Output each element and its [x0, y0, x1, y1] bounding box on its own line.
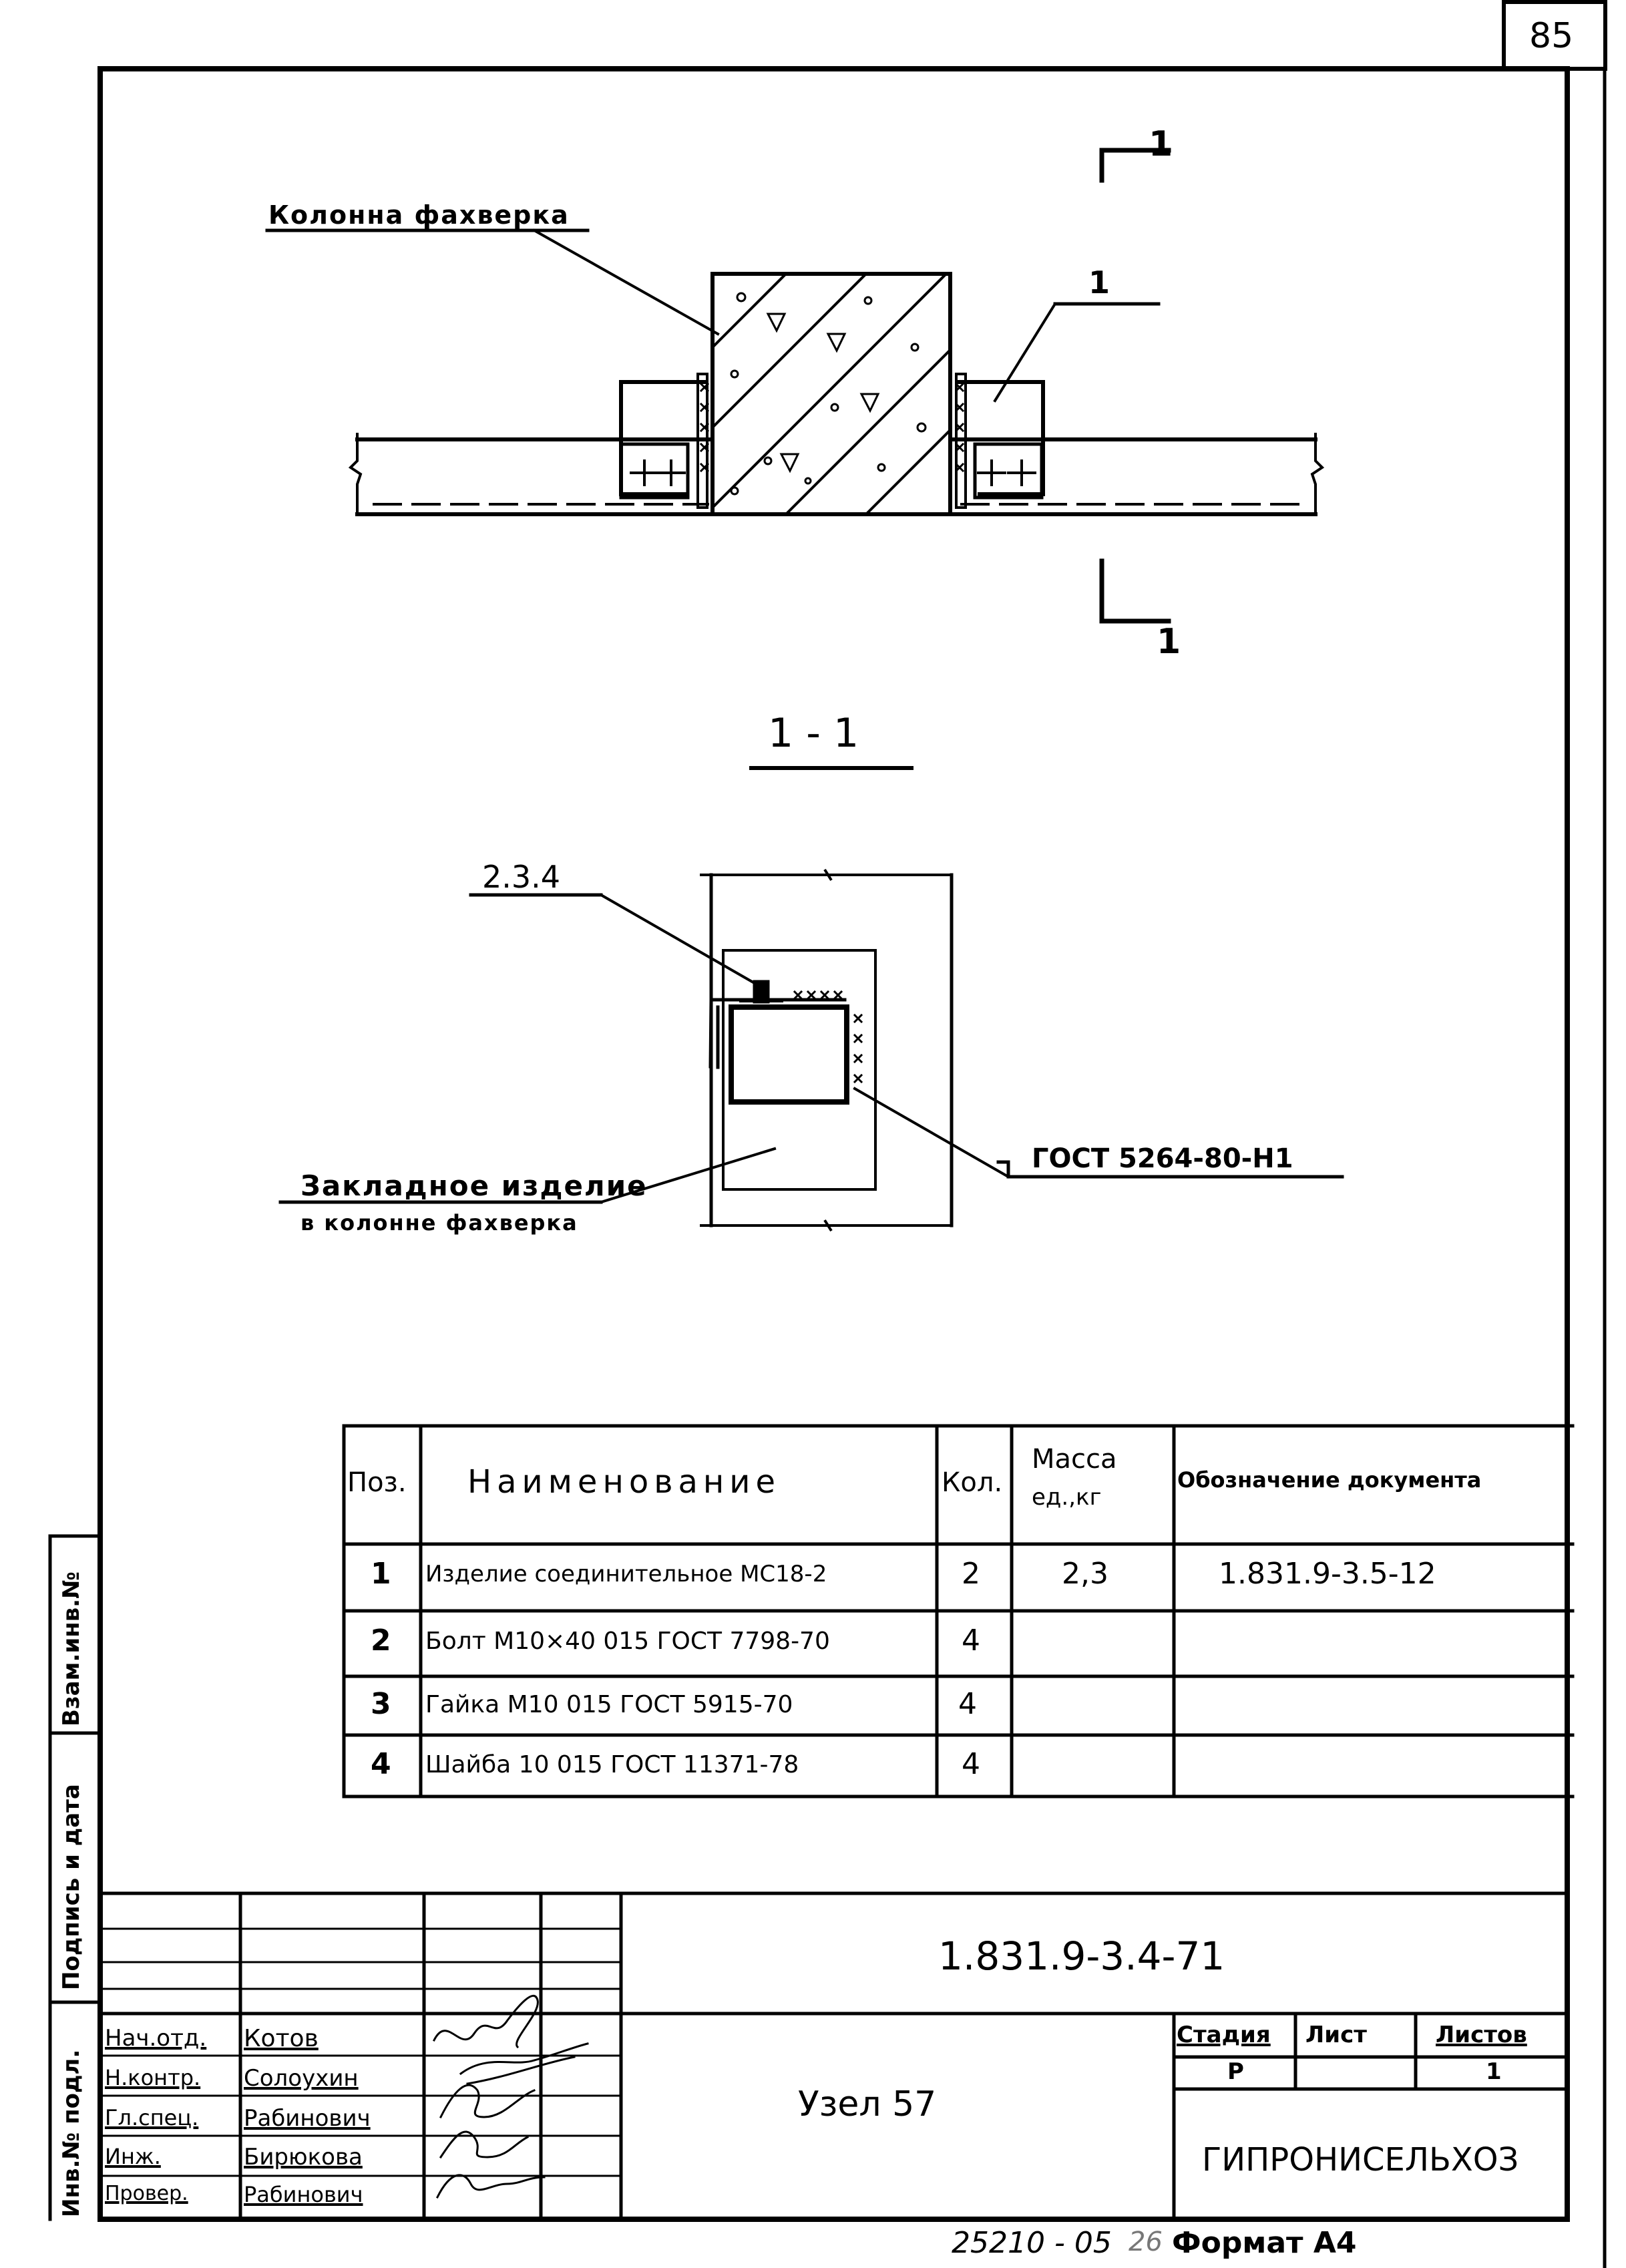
- row-3-qty: 4: [958, 1687, 977, 1721]
- staff-role-1: Нач.отд.: [105, 2025, 207, 2052]
- section-mark-top: 1: [1149, 124, 1173, 164]
- staff-name-4: Бирюкова: [244, 2144, 363, 2170]
- format-label: Формат А4: [1172, 2226, 1357, 2260]
- sheet-header: Лист: [1305, 2022, 1367, 2048]
- designation: 1.831.9-3.4-71: [938, 1933, 1225, 1979]
- section-title: 1 - 1: [768, 710, 859, 757]
- format-note-extra: 26: [1129, 2227, 1163, 2257]
- sheets-header: Листов: [1436, 2022, 1527, 2048]
- row-1-mass: 2,3: [1062, 1557, 1108, 1591]
- staff-role-3: Гл.спец.: [105, 2105, 199, 2130]
- side-replace-inv: Взам.инв.№: [58, 1571, 85, 1726]
- header-mass-unit: ед.,кг: [1032, 1484, 1102, 1511]
- staff-name-1: Котов: [244, 2025, 319, 2052]
- weld-label: ГОСТ 5264-80-Н1: [1032, 1143, 1293, 1174]
- section-mark-bottom: 1: [1157, 622, 1181, 662]
- row-4-pos: 4: [371, 1747, 391, 1781]
- embedded-label: Закладное изделие: [300, 1169, 648, 1202]
- row-2-qty: 4: [962, 1624, 980, 1658]
- header-name: Наименование: [467, 1463, 781, 1501]
- staff-name-3: Рабинович: [244, 2105, 371, 2132]
- column-label: Колонна фахверка: [268, 200, 570, 230]
- staff-name-5: Рабинович: [244, 2182, 363, 2207]
- stage-header: Стадия: [1177, 2022, 1271, 2048]
- row-4-qty: 4: [962, 1747, 980, 1781]
- header-mass: Масса: [1032, 1444, 1117, 1475]
- row-3-pos: 3: [371, 1687, 391, 1721]
- sheet-title: Узел 57: [798, 2084, 937, 2124]
- item-callout: 1: [1088, 264, 1110, 301]
- side-sign-date: Подпись и дата: [58, 1784, 85, 1990]
- format-note: 25210 - 05: [952, 2226, 1112, 2260]
- header-doc: Обозначение документа: [1177, 1467, 1482, 1493]
- staff-role-2: Н.контр.: [105, 2065, 201, 2090]
- callout-234: 2.3.4: [482, 859, 561, 895]
- staff-role-5: Провер.: [105, 2182, 188, 2205]
- page-number: 85: [1529, 16, 1574, 56]
- row-1-pos: 1: [371, 1557, 391, 1591]
- row-2-pos: 2: [371, 1624, 391, 1658]
- staff-role-4: Инж.: [105, 2144, 161, 2169]
- header-qty: Кол.: [942, 1467, 1003, 1498]
- embedded-label-sub: в колонне фахверка: [300, 1210, 578, 1236]
- header-pos: Поз.: [347, 1467, 407, 1498]
- row-1-qty: 2: [962, 1557, 980, 1591]
- side-inv-orig: Инв.№ подл.: [58, 2049, 85, 2217]
- stage-value: Р: [1227, 2058, 1244, 2085]
- sheets-value: 1: [1486, 2058, 1502, 2085]
- row-4-name: Шайба 10 015 ГОСТ 11371-78: [425, 1751, 799, 1778]
- organization: ГИПРОНИСЕЛЬХОЗ: [1202, 2141, 1519, 2179]
- row-3-name: Гайка М10 015 ГОСТ 5915-70: [425, 1691, 793, 1718]
- row-1-doc: 1.831.9-3.5-12: [1219, 1557, 1436, 1591]
- row-1-name: Изделие соединительное МС18-2: [425, 1561, 827, 1587]
- staff-name-2: Солоухин: [244, 2065, 359, 2092]
- drawing-frame: [100, 69, 1567, 2219]
- row-2-name: Болт М10×40 015 ГОСТ 7798-70: [425, 1628, 830, 1655]
